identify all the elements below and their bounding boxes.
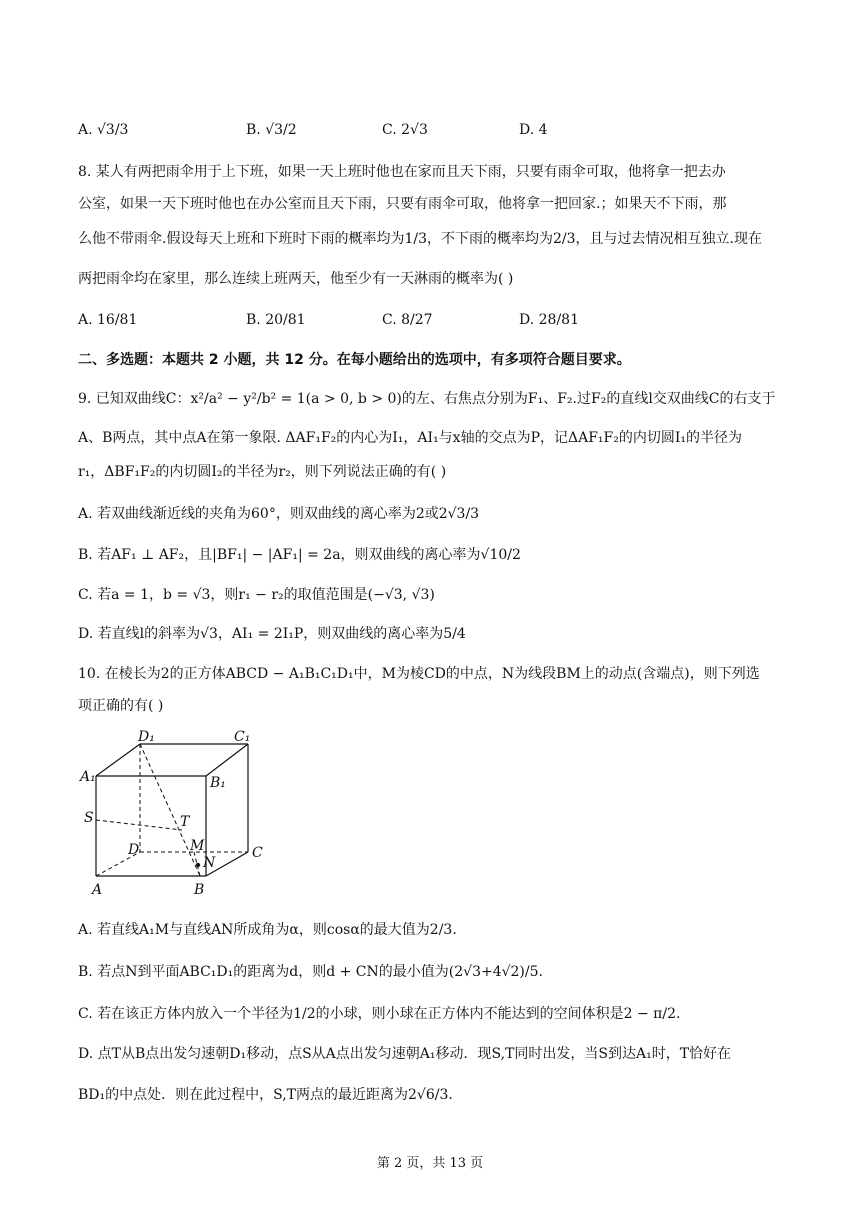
label-b: B <box>194 882 205 898</box>
q8-line-3: 么他不带雨伞.假设每天上班和下班时下雨的概率均为1/3，不下雨的概率均为2/3，且与过去情况相互独立.现在 <box>78 231 762 247</box>
section-heading: 二、多选题：本题共 2 小题，共 12 分。在每小题给出的选项中，有多项符合题目要求。 <box>78 352 631 368</box>
q10-option-a: A. 若直线A₁M与直线AN所成角为α，则cosα的最大值为2/3. <box>78 922 457 938</box>
q8-option-a: A. 16/81 <box>78 312 138 328</box>
label-t: T <box>180 814 190 830</box>
label-a1: A₁ <box>80 769 96 785</box>
q7-option-c: C. 2√3 <box>382 122 428 138</box>
q8-option-d: D. 28/81 <box>519 312 579 328</box>
q8-line-4: 两把雨伞均在家里，那么连续上班两天，他至少有一天淋雨的概率为( ) <box>78 271 514 287</box>
q8-line-2: 公室，如果一天下班时他也在办公室而且天下雨，只要有雨伞可取，他将拿一把回家.；如果天不下雨，那 <box>78 196 727 212</box>
cube-figure <box>76 724 276 902</box>
q10-option-d-line-2: BD₁的中点处．则在此过程中，S,T两点的最近距离为2√6/3. <box>78 1087 453 1103</box>
label-c: C <box>252 845 263 861</box>
label-d1: D₁ <box>138 729 155 745</box>
q10-option-b: B. 若点N到平面ABC₁D₁的距离为d，则d + CN的最小值为(2√3+4√2)/5. <box>78 964 543 980</box>
q9-option-b: B. 若AF₁ ⊥ AF₂，且|BF₁| − |AF₁| = 2a，则双曲线的离心率为√10/2 <box>78 547 521 563</box>
page-footer: 第 2 页，共 13 页 <box>376 1156 484 1171</box>
label-c1: C₁ <box>234 729 251 745</box>
q7-option-a: A. √3/3 <box>78 122 129 138</box>
q7-option-b: B. √3/2 <box>246 122 297 138</box>
q9-option-a: A. 若双曲线渐近线的夹角为60°，则双曲线的离心率为2或2√3/3 <box>78 506 480 522</box>
label-m: M <box>190 838 205 854</box>
q8-option-c: C. 8/27 <box>382 312 433 328</box>
q8-line-1: 8. 某人有两把雨伞用于上下班，如果一天上班时他也在家而且天下雨，只要有雨伞可取，他将拿一把去办 <box>78 164 726 180</box>
q7-option-d: D. 4 <box>519 122 548 138</box>
q9-option-c: C. 若a = 1，b = √3，则r₁ − r₂的取值范围是(−√3, √3) <box>78 587 435 603</box>
label-n: N <box>203 855 216 871</box>
label-a: A <box>92 882 103 898</box>
q10-line-2: 项正确的有( ) <box>78 698 164 714</box>
q9-line-1: 9. 已知双曲线C：x²/a² − y²/b² = 1(a > 0, b > 0)的左、右焦点分别为F₁、F₂.过F₂的直线l交双曲线C的右支于 <box>78 391 776 407</box>
label-b1: B₁ <box>210 775 226 791</box>
q10-option-d-line-1: D. 点T从B点出发匀速朝D₁移动，点S从A点出发匀速朝A₁移动．现S,T同时出发，当S到达A₁时，T恰好在 <box>78 1046 732 1062</box>
q9-option-d: D. 若直线l的斜率为√3，AI₁ = 2I₁P，则双曲线的离心率为5/4 <box>78 626 466 642</box>
label-s: S <box>84 810 94 826</box>
q9-line-2: A、B两点，其中点A在第一象限. ΔAF₁F₂的内心为I₁，AI₁与x轴的交点为P，记ΔAF₁F₂的内切圆I₁的半径为 <box>78 430 743 446</box>
q8-option-b: B. 20/81 <box>246 312 306 328</box>
label-d: D <box>128 842 140 858</box>
q10-option-c: C. 若在该正方体内放入一个半径为1/2的小球，则小球在正方体内不能达到的空间体积是2 − π/2. <box>78 1006 681 1022</box>
q10-line-1: 10. 在棱长为2的正方体ABCD − A₁B₁C₁D₁中，M为棱CD的中点，N为线段BM上的动点(含端点)，则下列选 <box>78 666 760 682</box>
q9-line-3: r₁，ΔBF₁F₂的内切圆I₂的半径为r₂，则下列说法正确的有( ) <box>78 464 447 480</box>
